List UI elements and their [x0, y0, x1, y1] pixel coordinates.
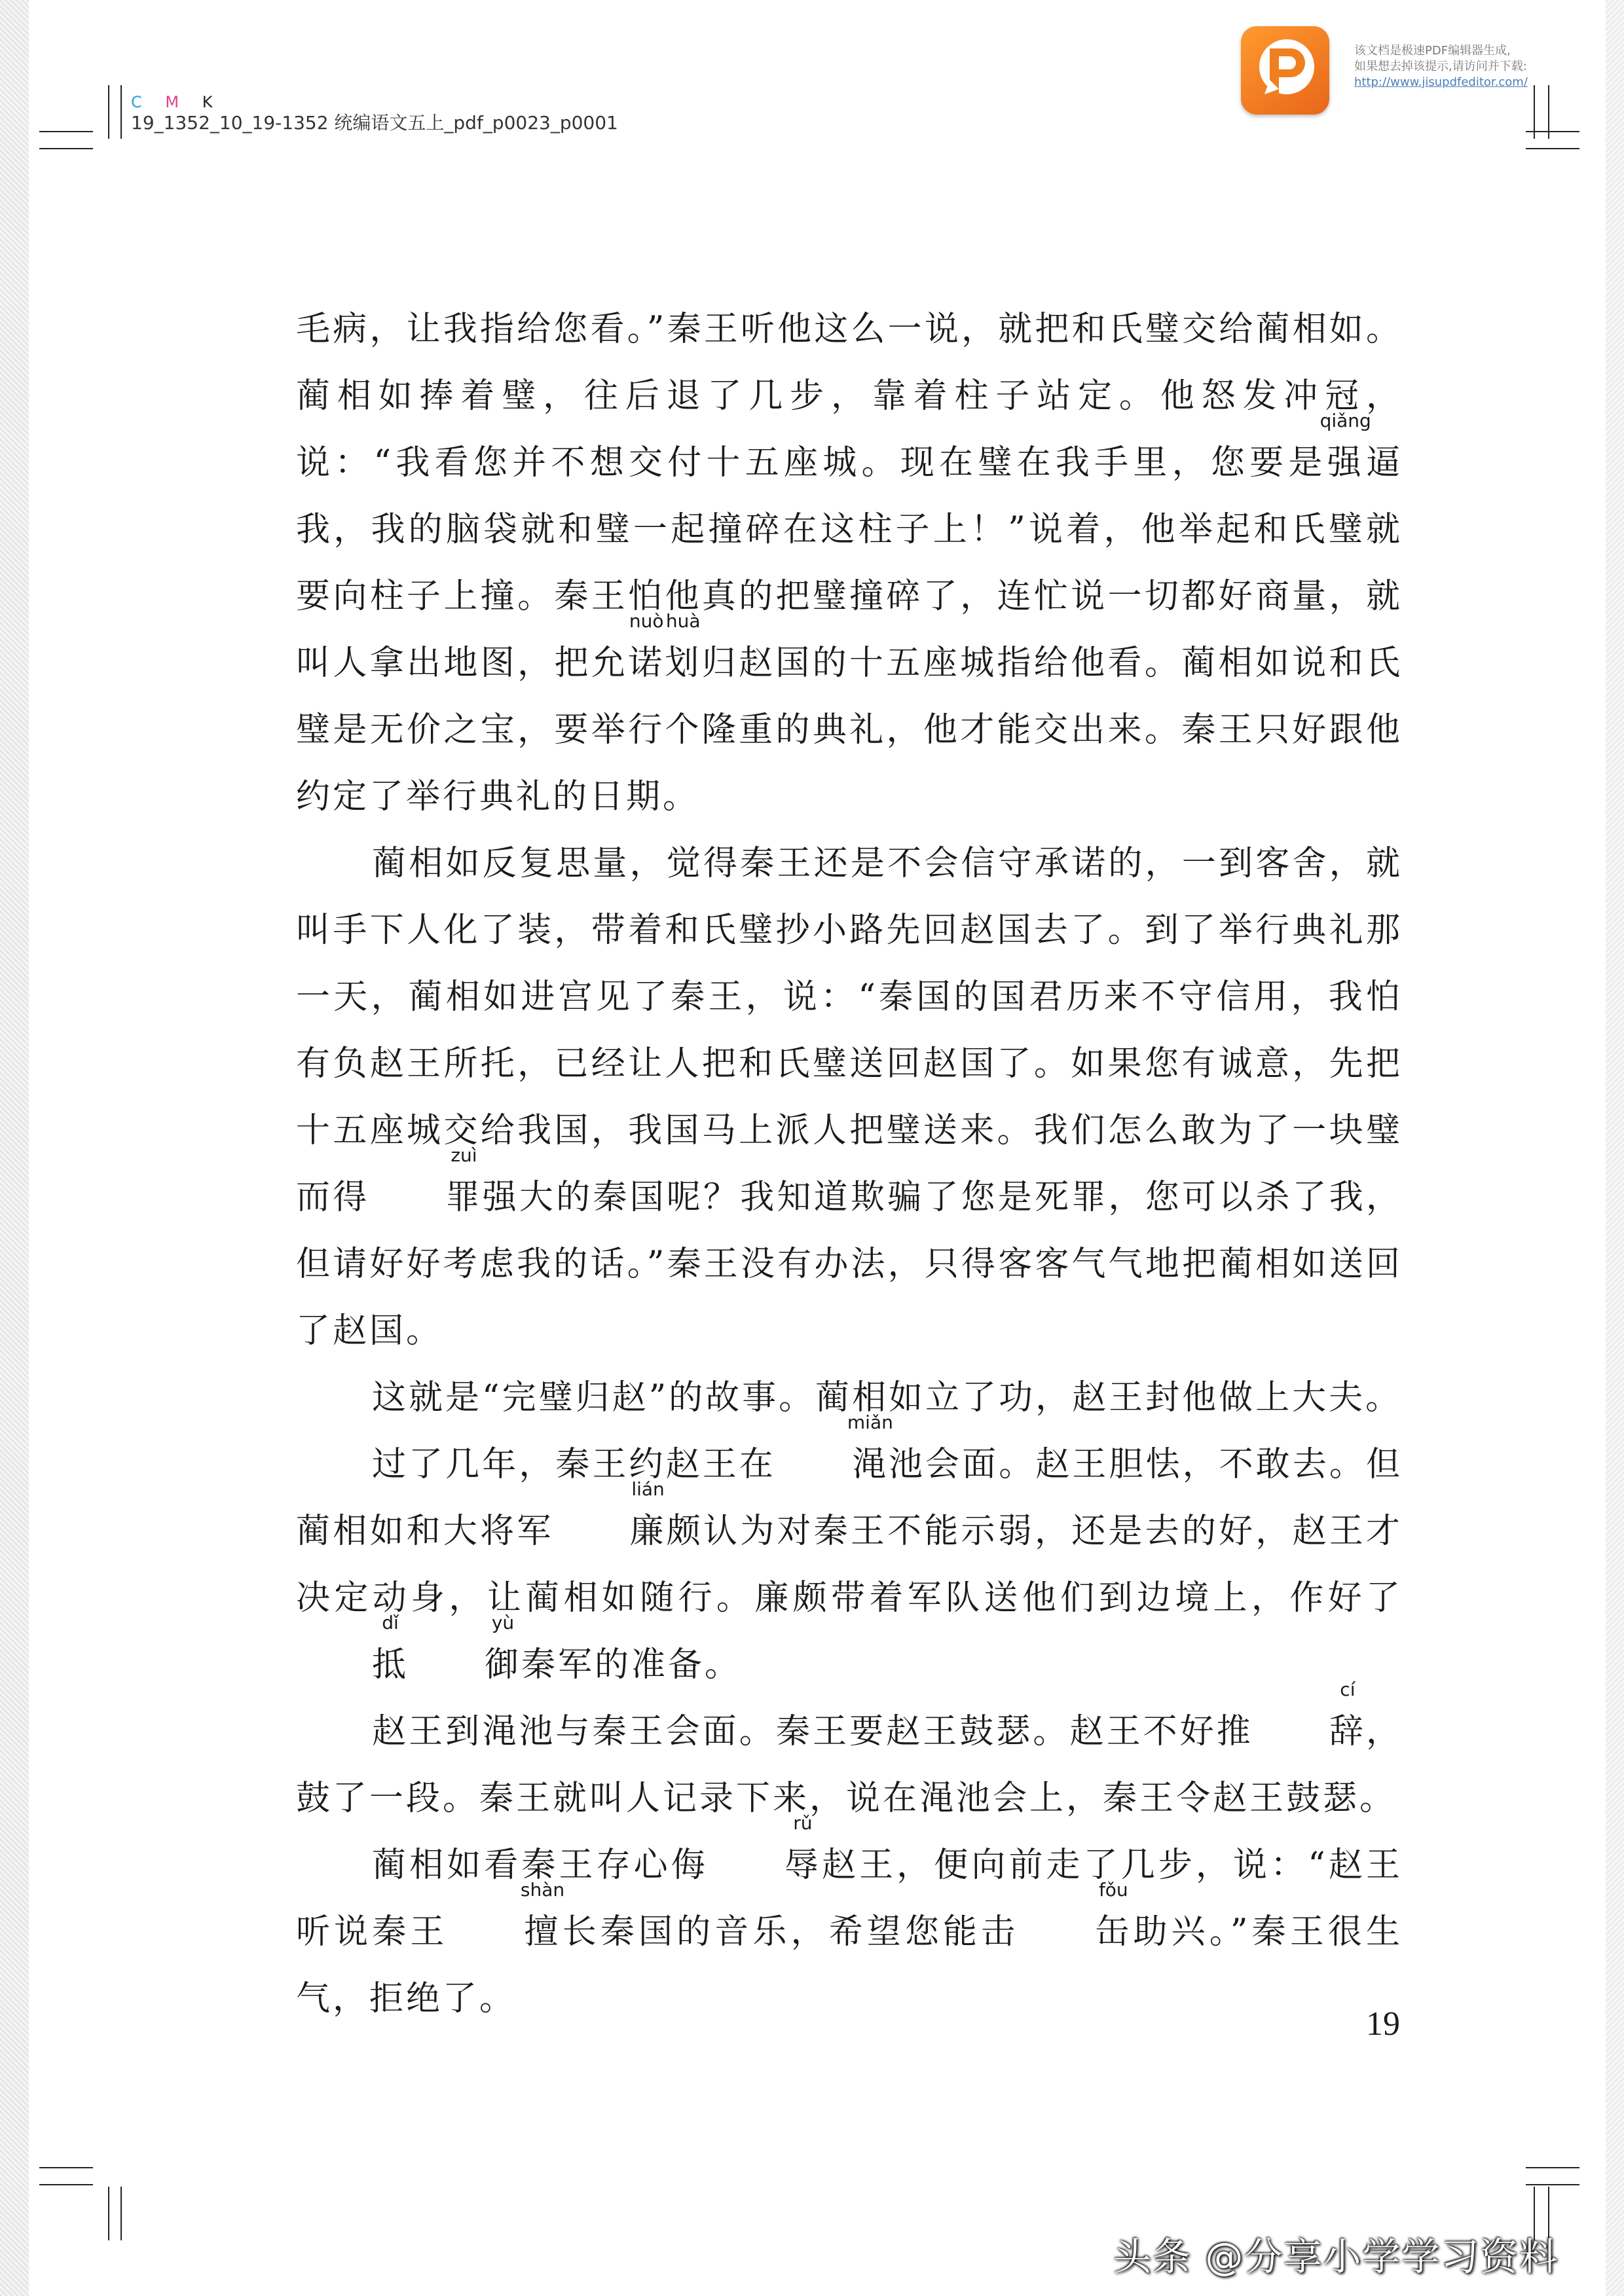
char: 辞	[1329, 1712, 1366, 1751]
pinyin: qiǎng	[1320, 410, 1371, 431]
char: 强	[1327, 443, 1364, 483]
cmyk-c: C	[131, 93, 151, 111]
cmyk-marks	[131, 92, 618, 113]
text-run: 长秦国的音乐，希望您能击	[561, 1912, 1020, 1952]
pinyin: dǐ	[382, 1612, 399, 1633]
notice-line-2: 如果想去掉该提示,请访问并下载:	[1354, 60, 1527, 73]
annotated-char	[369, 1144, 483, 1231]
text-run: 颇认为对秦王不能示弱，还是去的好，赵王才决定动身，让蔺相如随行。廉颇带着军队送他们到边境上，作好了	[296, 1512, 1403, 1618]
notice-line-1: 该文档是极速PDF编辑器生成,	[1354, 44, 1511, 58]
annotated-char	[1253, 1679, 1366, 1765]
annotated-char	[554, 1478, 667, 1565]
text-run: 蔺相如看秦王存心侮	[372, 1846, 709, 1885]
char: 廉	[629, 1512, 667, 1551]
text-run: 毛病，让我指给您看。”秦王听他这么一说，就把和氏璧交给蔺相如。蔺相如捧着璧，往后退了几步，靠着柱子站定。他怒发冲冠，说：“我看您并不想交付十五座城。现在璧在我手里，您要是	[296, 310, 1403, 483]
paragraph	[296, 1812, 1403, 2032]
annotated-char	[409, 1612, 522, 1698]
annotated-char	[1320, 410, 1371, 496]
annotated-char	[628, 610, 665, 697]
pinyin: huà	[665, 610, 701, 632]
pinyin: nuò	[629, 610, 664, 632]
print-header	[131, 92, 618, 134]
pdf-editor-logo-icon	[1241, 26, 1329, 115]
pinyin: yù	[491, 1612, 515, 1633]
pinyin: rǔ	[793, 1812, 813, 1834]
pinyin: zuì	[451, 1144, 477, 1166]
watermark: 头条 @分享小学学习资料	[1113, 2234, 1559, 2279]
annotated-char	[776, 1412, 893, 1498]
text-run: 秦军的准备。	[521, 1645, 742, 1685]
pinyin: cí	[1340, 1679, 1356, 1700]
paragraph	[296, 830, 1403, 1364]
char: 辱	[784, 1846, 821, 1885]
char: 渑	[851, 1445, 889, 1484]
text-run: 这就是“完璧归赵”的故事。蔺相如立了功，赵王封他做上大夫。	[372, 1378, 1403, 1417]
cmyk-m: M	[165, 93, 189, 111]
paragraph	[296, 296, 1403, 830]
page-number: 19	[1366, 2005, 1400, 2043]
char: 缶	[1095, 1912, 1132, 1952]
char: 划	[665, 644, 702, 683]
annotated-char	[296, 1612, 409, 1698]
pinyin: shàn	[520, 1879, 565, 1901]
text-run: 赵王到渑池与秦王会面。秦王要赵王鼓瑟。赵王不好推	[372, 1712, 1253, 1751]
body-text	[296, 296, 1403, 2032]
paragraph	[296, 1679, 1403, 1832]
text-run: 池会面。赵王胆怯，不敢去。但蔺相如和大将军	[296, 1445, 1403, 1551]
text-run: 归赵国的十五座城指给他看。蔺相如说和氏璧是无价之宝，要举行个隆重的典礼，他才能交出来。秦王只好跟他约定了举行典礼的日期。	[296, 644, 1403, 816]
char: 擅	[524, 1912, 561, 1952]
char: 御	[485, 1645, 522, 1685]
paragraph	[296, 1412, 1403, 1698]
text-run: 逼我，我的脑袋就和璧一起撞碎在这柱子上！”说着，他举起和氏璧就要向柱子上撞。秦王怕他真的把璧撞碎了，连忙说一切都好商量，就叫人拿出地图，把允	[296, 443, 1403, 683]
notice-url-link[interactable]: http://www.jisupdfeditor.com/	[1354, 75, 1528, 89]
pinyin: lián	[631, 1478, 665, 1500]
annotated-char	[709, 1812, 821, 1899]
char: 罪	[445, 1178, 483, 1217]
text-run: 蔺相如反复思量，觉得秦王还是不会信守承诺的，一到客舍，就叫手下人化了装，带着和氏璧抄小路先回赵国去了。到了举行典礼那一天，蔺相如进宫见了秦王，说：“秦国的国君历来不守信用，我怕有负赵王所托，已经让人把和氏璧送回赵国了。如果您有诚意，先把十五座城交给我国，我国马上派人把璧送来。我们怎么敢为了一块璧而得	[296, 844, 1403, 1217]
char: 诺	[628, 644, 665, 683]
text-run: 强大的秦国呢？我知道欺骗了您是死罪，您可以杀了我，但请好好考虑我的话。”秦王没有办法，只得客客气气地把蔺相如送回了赵国。	[296, 1178, 1403, 1351]
pdf-editor-notice	[1354, 43, 1570, 90]
pinyin: miǎn	[847, 1412, 893, 1433]
annotated-char	[665, 610, 702, 697]
pinyin: fǒu	[1098, 1879, 1128, 1901]
text-run: 过了几年，秦王约赵王在	[372, 1445, 776, 1484]
cmyk-k: K	[202, 93, 222, 111]
char: 抵	[372, 1645, 409, 1685]
scan-edge-left	[0, 0, 29, 2296]
annotated-char	[449, 1879, 565, 1965]
text-run: 赵王，便向前走了几步，说：“赵王听说秦王	[296, 1846, 1403, 1952]
scan-edge-right	[1606, 0, 1624, 2296]
text-run: 助兴。”秦王很生气，拒绝了。	[296, 1912, 1403, 2018]
annotated-char	[1019, 1879, 1132, 1965]
text-run: ，鼓了一段。秦王就叫人记录下来，说在渑池会上，秦王令赵王鼓瑟。	[296, 1712, 1403, 1818]
file-label: 19_1352_10_19-1352 统编语文五上_pdf_p0023_p0001	[131, 112, 618, 134]
